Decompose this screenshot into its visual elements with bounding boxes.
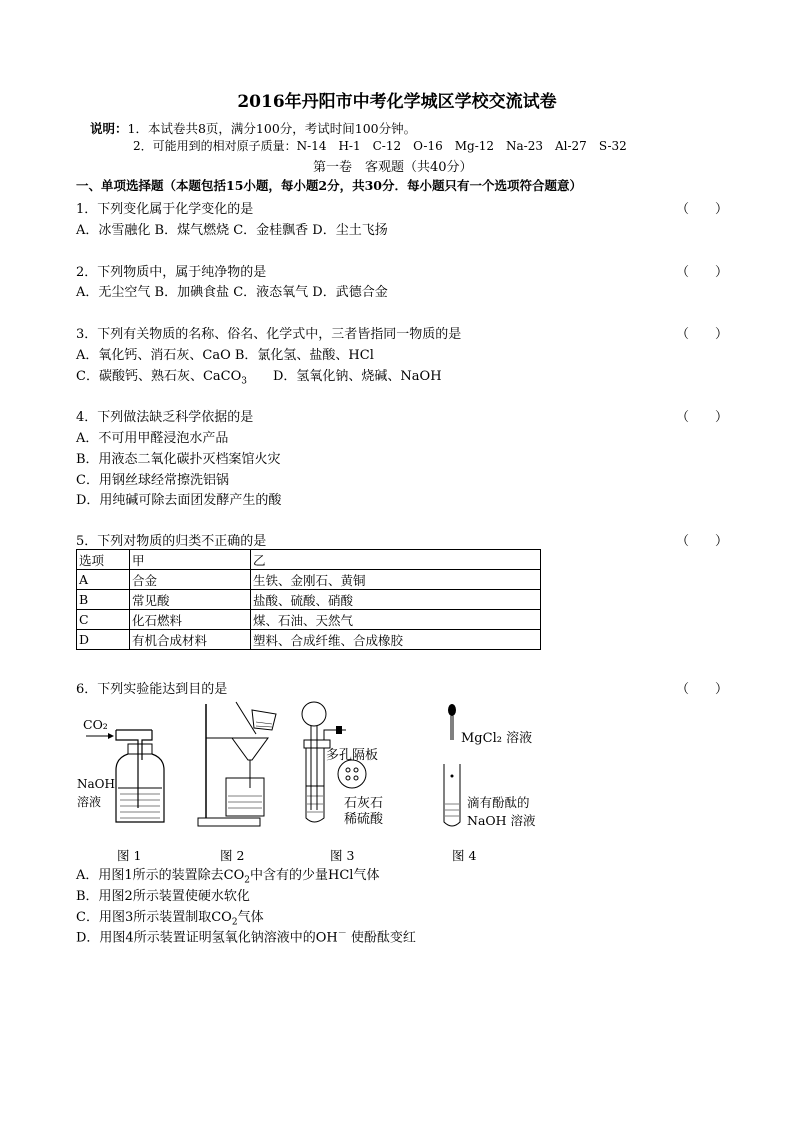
figure-3-porous-plate-label: 多孔隔板 (326, 748, 379, 763)
figure-4-label-line-1: 滴有酚酞的 (467, 795, 530, 810)
figure-4-dropper-and-test-tube (438, 700, 468, 830)
note-1: 1．本试卷共8页，满分100分，考试时间100分钟。 (127, 121, 417, 136)
q3-option-c (76, 365, 247, 387)
table-cell: D (77, 630, 130, 650)
q6-stem: 6．下列实验能达到目的是 (76, 682, 228, 697)
notes-label: 说明： (90, 121, 128, 136)
q1-stem: 1．下列变化属于化学变化的是 (76, 202, 254, 217)
q6-option-a (76, 864, 379, 886)
q3-option-c-text: C．碳酸钙、熟石灰、CaCO (76, 369, 242, 384)
table-cell: 合金 (130, 570, 251, 590)
q6-option-a-tail: 中含有的少量HCl气体 (250, 868, 380, 883)
figure-1-label-naoh: NaOH (77, 777, 115, 791)
q4-option-a: A．不可用甲醛浸泡水产品 (76, 431, 229, 446)
table-cell: C (77, 610, 130, 630)
q2-stem: 2．下列物质中，属于纯净物的是 (76, 265, 267, 280)
figure-4-label-line-2: NaOH 溶液 (467, 813, 536, 828)
note-2: 2．可能用到的相对原子质量：N-14 H-1 C-12 O-16 Mg-12 Na-23 Al-27 S-32 (133, 139, 627, 153)
table-cell: 生铁、金刚石、黄铜 (251, 570, 541, 590)
table-header-row (77, 550, 541, 570)
q6-option-c-text: C．用图3所示装置制取CO (76, 910, 232, 925)
q4-option-b: B．用液态二氧化碳扑灭档案馆火灾 (76, 452, 281, 467)
table-cell: A (77, 570, 130, 590)
q4-answer-paren: （ ） (676, 410, 729, 425)
q2-answer-paren: （ ） (676, 265, 729, 280)
table-row (77, 590, 541, 610)
figure-4-reagent-label: MgCl₂ 溶液 (461, 731, 533, 746)
q6-option-d-sup: － (337, 929, 347, 939)
table-header-cell: 乙 (251, 550, 541, 570)
table-cell: 塑料、合成纤维、合成橡胶 (251, 630, 541, 650)
q4-option-d: D．用纯碱可除去面团发酵产生的酸 (76, 493, 282, 508)
q6-option-a-text: A．用图1所示的装置除去CO (76, 868, 245, 883)
figure-1-label-solution: 溶液 (77, 795, 102, 809)
q3-options-ab: A．氧化钙、消石灰、CaO B．氯化氢、盐酸、HCl (76, 348, 374, 363)
figure-3-sulfuric-acid-label: 稀硫酸 (344, 812, 384, 827)
section-title: 一、单项选择题（本题包括15小题，每小题2分，共30分．每小题只有一个选项符合题意） (76, 178, 582, 193)
q5-answer-paren: （ ） (676, 534, 729, 549)
part-title: 第一卷 客观题（共40分） (313, 160, 473, 175)
table-cell: B (77, 590, 130, 610)
table-cell: 煤、石油、天然气 (251, 610, 541, 630)
table-row (77, 570, 541, 590)
table-cell: 常见酸 (130, 590, 251, 610)
q6-option-d-text: D．用图4所示装置证明氢氧化钠溶液中的OH (76, 930, 338, 946)
q6-option-b: B．用图2所示装置使硬水软化 (76, 889, 250, 904)
q1-options: A．冰雪融化 B．煤气燃烧 C．金桂飘香 D．尘土飞扬 (76, 223, 388, 238)
q6-option-d-tail: 使酚酞变红 (346, 930, 416, 946)
q6-option-c (76, 906, 264, 928)
table-row (77, 630, 541, 650)
q6-option-c-tail: 气体 (237, 910, 264, 925)
q1-answer-paren: （ ） (676, 202, 729, 217)
q6-option-c-sub: 2 (231, 917, 238, 928)
figure-2-filtration-apparatus (192, 700, 282, 830)
notes-line-1 (90, 119, 416, 137)
q3-option-c-sub: 3 (241, 376, 247, 387)
q3-stem: 3．下列有关物质的名称、俗名、化学式中，三者皆指同一物质的是 (76, 327, 462, 342)
q4-option-c: C．用钢丝球经常擦洗铝锅 (76, 473, 229, 488)
q5-stem: 5．下列对物质的归类不正确的是 (76, 534, 267, 549)
figure-3-limestone-label: 石灰石 (344, 796, 384, 811)
figure-4-caption: 图 4 (452, 848, 477, 863)
figure-1-gas-label: CO₂ (83, 717, 108, 732)
table-cell: 有机合成材料 (130, 630, 251, 650)
figure-3-caption: 图 3 (330, 848, 355, 863)
q3-option-d: D．氢氧化钠、烧碱、NaOH (273, 369, 442, 384)
q6-answer-paren: （ ） (676, 682, 729, 697)
q6-option-a-sub: 2 (244, 875, 250, 886)
figure-1-caption: 图 1 (117, 848, 142, 863)
q5-table (76, 549, 541, 650)
q2-options: A．无尘空气 B．加碘食盐 C．液态氧气 D．武德合金 (76, 285, 388, 300)
table-cell: 化石燃料 (130, 610, 251, 630)
exam-title: 2016年丹阳市中考化学城区学校交流试卷 (237, 92, 557, 112)
table-header-cell: 选项 (77, 550, 130, 570)
q3-answer-paren: （ ） (676, 327, 729, 342)
table-row (77, 610, 541, 630)
q6-option-d (76, 926, 416, 945)
table-cell: 盐酸、硫酸、硝酸 (251, 590, 541, 610)
q4-stem: 4．下列做法缺乏科学依据的是 (76, 410, 254, 425)
figure-2-caption: 图 2 (220, 848, 245, 863)
table-header-cell: 甲 (130, 550, 251, 570)
